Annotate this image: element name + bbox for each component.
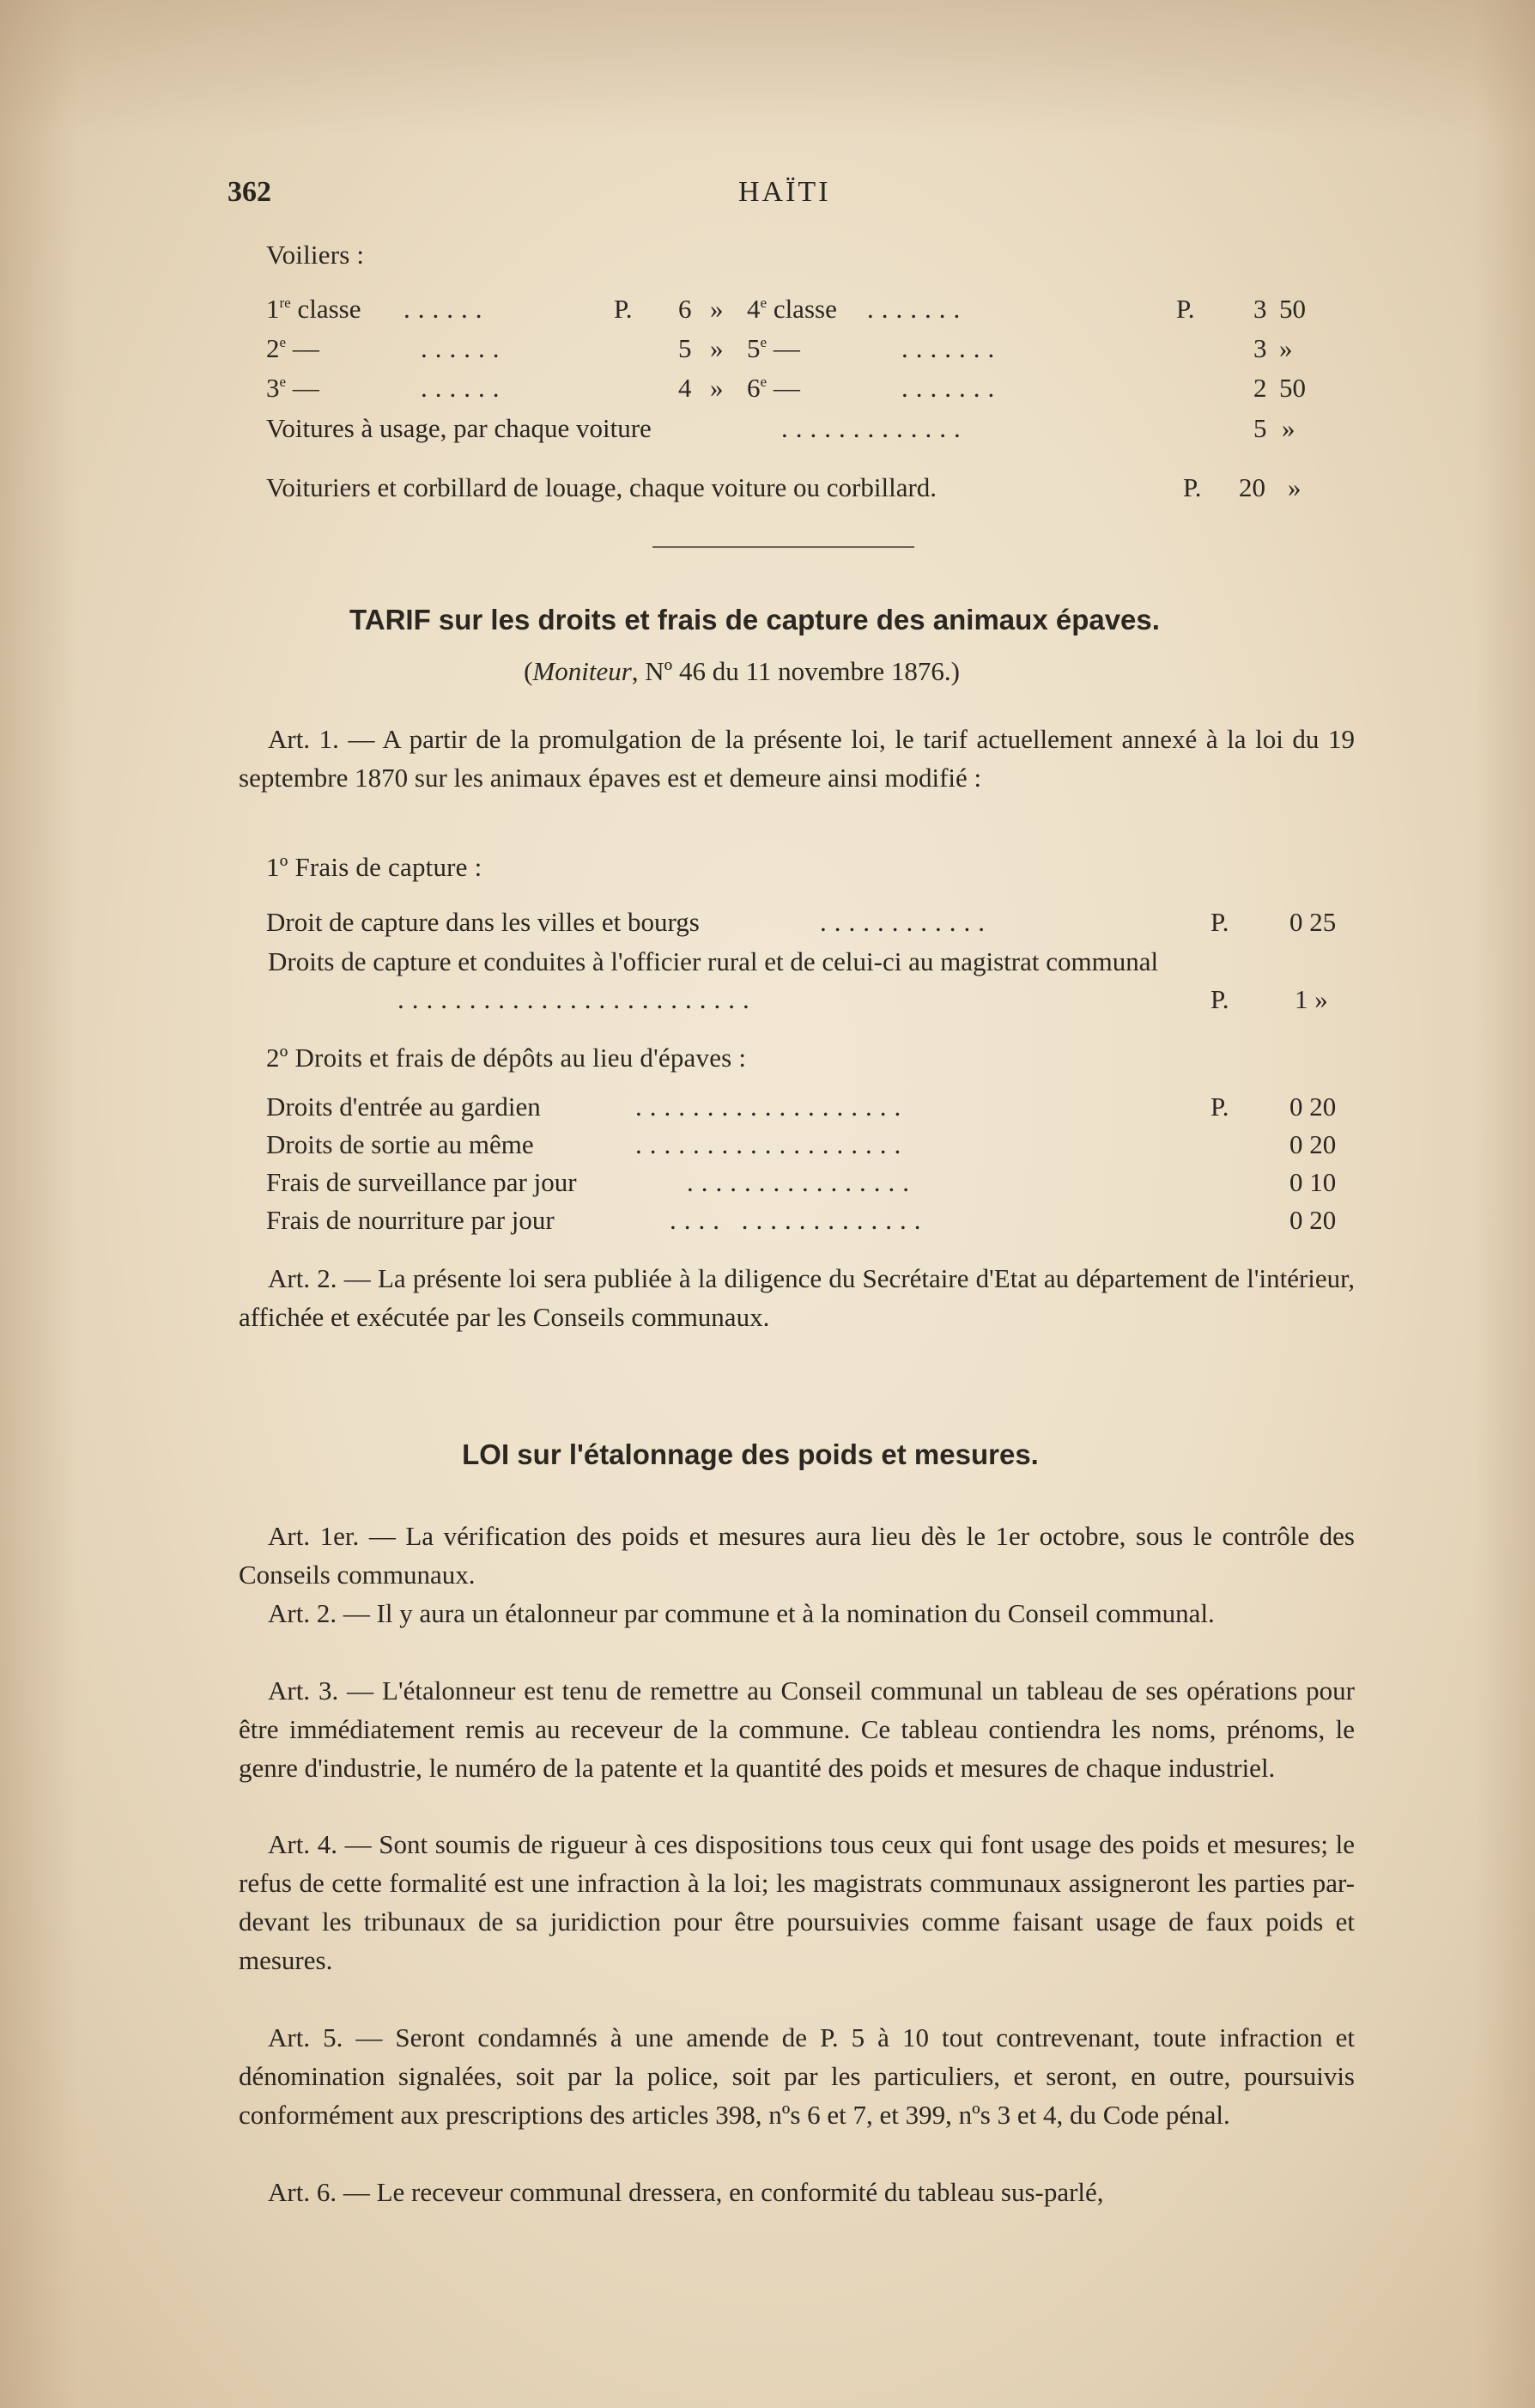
leader-dots: ......: [421, 333, 507, 363]
price-value: 6: [678, 294, 692, 324]
class-label: 5e —: [747, 333, 800, 363]
price-cents: »: [710, 333, 724, 363]
leader-dots: .............: [781, 413, 968, 443]
page-number: 362: [228, 176, 271, 208]
currency-unit: P.: [1183, 472, 1202, 502]
section-divider: [652, 546, 914, 548]
price-value: 5: [678, 333, 692, 363]
currency-unit: P.: [614, 294, 633, 324]
price-value: 2: [1253, 373, 1267, 403]
price-value: 0 10: [1289, 1167, 1337, 1197]
section2-heading: 2º Droits et frais de dépôts au lieu d'épaves :: [266, 1043, 747, 1073]
price-value: 20: [1239, 472, 1265, 502]
tarif-item-row: [266, 1126, 1356, 1164]
item-label: Frais de nourriture par jour: [266, 1205, 555, 1235]
leader-dots: .......: [867, 294, 968, 324]
price-value: 0 20: [1289, 1129, 1337, 1159]
price-cents: 50: [1279, 373, 1306, 403]
leader-dots: ...................: [635, 1129, 909, 1159]
currency-unit: P.: [1176, 294, 1195, 324]
price-cents: »: [710, 294, 724, 324]
item-label: Droit de capture dans les villes et bourgs: [266, 907, 700, 937]
tarif-item-row: [266, 1164, 1356, 1201]
price-cents: 50: [1279, 294, 1306, 324]
loi-article-4: Art. 4. — Sont soumis de rigueur à ces dispositions tous ceux qui font usage des poids et mesures; le refus de cette formalité est une infraction à la loi; les magistrats communaux assigneront les parties par-devant les tribunaux de sa juridiction pour être poursuivies comme faisant usage de faux poids et mesures.: [239, 1829, 1355, 1975]
price-value: 3: [1253, 333, 1267, 363]
running-title: HAÏTI: [738, 176, 831, 208]
class-label: 6e —: [747, 373, 800, 403]
class-label: 2e —: [266, 333, 319, 363]
tarif-article-1: Art. 1. — A partir de la promulgation de la présente loi, le tarif actuellement annexé à la loi du 19 septembre 1870 sur les animaux épaves est et demeure ainsi modifié :: [239, 724, 1355, 793]
voiliers-row-1: [266, 290, 1356, 328]
leader-dots: ...................: [635, 1092, 909, 1122]
leader-dots: ............: [820, 907, 992, 937]
voiliers-row-2: [266, 330, 1356, 368]
section1-heading: 1º Frais de capture :: [266, 852, 482, 882]
voitures-usage-row: [266, 410, 1356, 447]
item-label: Droits de capture et conduites à l'officier rural et de celui-ci au magistrat communal: [268, 946, 1159, 976]
item-label: Droits d'entrée au gardien: [266, 1092, 541, 1122]
price-cents: »: [1279, 333, 1293, 363]
item-label: Voitures à usage, par chaque voiture: [266, 413, 652, 443]
loi-article-2: Art. 2. — Il y aura un étalonneur par commune et à la nomination du Conseil communal.: [268, 1598, 1215, 1628]
class-label: 1re classe: [266, 294, 361, 324]
currency-unit: P.: [1210, 984, 1229, 1014]
currency-unit: P.: [1210, 907, 1229, 937]
voituriers-row: [266, 469, 1356, 507]
price-cents: »: [1288, 472, 1301, 502]
loi-article-3: Art. 3. — L'étalonneur est tenu de remettre au Conseil communal un tableau de ses opérations pour être immédiatement remis au receveur de la commune. Ce tableau contiendra les noms, prénoms, le genre d'industrie, le numéro de la patente et la quantité des poids et mesures de chaque industriel.: [239, 1675, 1355, 1783]
voiliers-label: Voiliers :: [266, 240, 365, 270]
item-label: Droits de sortie au même: [266, 1129, 534, 1159]
price-value: 0 20: [1289, 1205, 1337, 1235]
tarif-citation: (Moniteur, Nº 46 du 11 novembre 1876.): [524, 656, 960, 686]
price-cents: »: [1282, 413, 1295, 443]
tarif-item-row-long: [239, 942, 1356, 981]
leader-dots: ......: [421, 373, 507, 403]
loi-article-5: Art. 5. — Seront condamnés à une amende de P. 5 à 10 tout contrevenant, toute infraction et dénomination signalées, soit par la police, soit par les particuliers, et seront, en outre, poursuivis conformément aux prescriptions des articles 398, nºs 6 et 7, et 399, nºs 3 et 4, du Code pénal.: [239, 2022, 1355, 2130]
citation-source: Moniteur: [532, 656, 632, 686]
leader-dots: .........................: [397, 984, 757, 1014]
tarif-item-row: [266, 903, 1356, 941]
tarif-item-row: [266, 1088, 1356, 1126]
price-cents: »: [710, 373, 724, 403]
price-value: 0 25: [1289, 907, 1337, 937]
tarif-title: TARIF sur les droits et frais de capture des animaux épaves.: [349, 604, 1160, 635]
item-label: Frais de surveillance par jour: [266, 1167, 577, 1197]
loi-article-1: Art. 1er. — La vérification des poids et mesures aura lieu dès le 1er octobre, sous le contrôle des Conseils communaux.: [239, 1521, 1355, 1590]
tarif-article-2: Art. 2. — La présente loi sera publiée à la diligence du Secrétaire d'Etat au département de l'intérieur, affichée et exécutée par les Conseils communaux.: [239, 1263, 1355, 1332]
currency-unit: P.: [1210, 1092, 1229, 1122]
price-value: 4: [678, 373, 692, 403]
loi-title: LOI sur l'étalonnage des poids et mesures.: [462, 1438, 1039, 1470]
loi-article-6: Art. 6. — Le receveur communal dressera, en conformité du tableau sus-parlé,: [268, 2177, 1104, 2207]
price-value: 5: [1253, 413, 1267, 443]
item-label: Voituriers et corbillard de louage, chaque voiture ou corbillard.: [266, 472, 937, 502]
price-value: 3: [1253, 294, 1267, 324]
leader-dots: ................: [687, 1167, 917, 1197]
leader-dots: .... .............: [670, 1205, 929, 1235]
price-value: 1 »: [1295, 984, 1328, 1014]
leader-dots: .......: [901, 373, 1003, 403]
tarif-item-continuation: [239, 981, 1329, 1019]
class-label: 4e classe: [747, 294, 837, 324]
leader-dots: ......: [403, 294, 490, 324]
class-label: 3e —: [266, 373, 319, 403]
leader-dots: .......: [901, 333, 1003, 363]
voiliers-row-3: [266, 369, 1356, 407]
price-value: 0 20: [1289, 1092, 1337, 1122]
tarif-item-row: [266, 1201, 1356, 1239]
